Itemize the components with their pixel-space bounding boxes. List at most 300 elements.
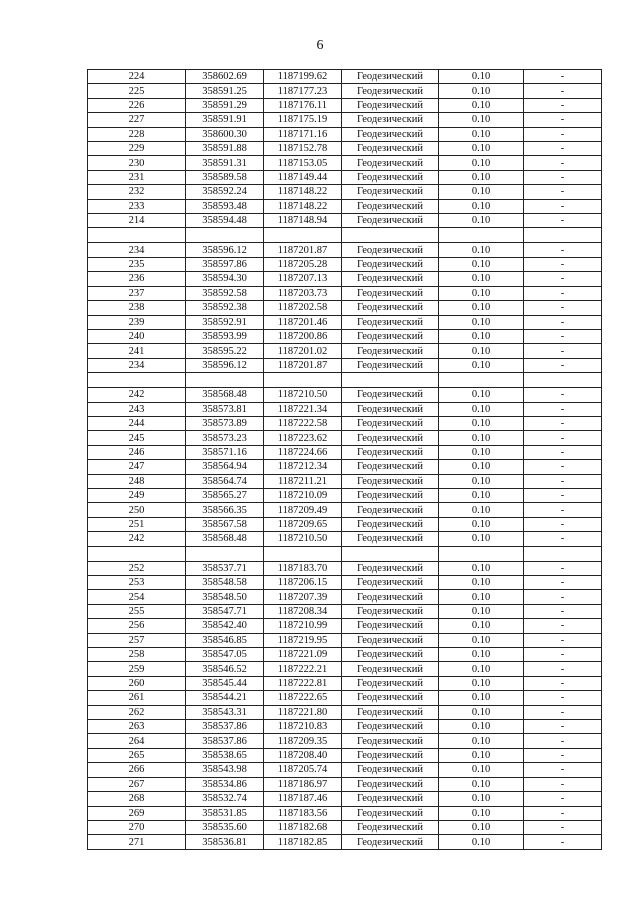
x-coordinate-cell: 358568.48 (186, 388, 264, 402)
x-coordinate-cell: 358531.85 (186, 806, 264, 820)
table-row (88, 185, 602, 199)
accuracy-cell: 0.10 (439, 633, 524, 647)
x-coordinate-cell: 358532.74 (186, 792, 264, 806)
description-cell: - (524, 445, 602, 459)
x-coordinate-cell: 358594.48 (186, 214, 264, 228)
description-cell: - (524, 488, 602, 502)
empty-cell (264, 546, 342, 561)
description-cell: - (524, 142, 602, 156)
y-coordinate-cell: 1187223.62 (264, 431, 342, 445)
y-coordinate-cell: 1187177.23 (264, 84, 342, 98)
y-coordinate-cell: 1187209.49 (264, 503, 342, 517)
table-row (88, 648, 602, 662)
method-cell: Геодезический (342, 676, 439, 690)
description-cell: - (524, 70, 602, 84)
method-cell: Геодезический (342, 156, 439, 170)
description-cell: - (524, 113, 602, 127)
y-coordinate-cell: 1187212.34 (264, 460, 342, 474)
method-cell: Геодезический (342, 315, 439, 329)
table-row (88, 98, 602, 112)
y-coordinate-cell: 1187210.50 (264, 388, 342, 402)
y-coordinate-cell: 1187222.21 (264, 662, 342, 676)
table-row (88, 835, 602, 849)
point-number-cell: 246 (88, 445, 186, 459)
method-cell: Геодезический (342, 70, 439, 84)
point-number-cell: 239 (88, 315, 186, 329)
description-cell: - (524, 170, 602, 184)
method-cell: Геодезический (342, 243, 439, 257)
empty-cell (88, 228, 186, 243)
point-number-cell: 257 (88, 633, 186, 647)
method-cell: Геодезический (342, 257, 439, 271)
method-cell: Геодезический (342, 561, 439, 575)
x-coordinate-cell: 358592.38 (186, 301, 264, 315)
x-coordinate-cell: 358542.40 (186, 619, 264, 633)
accuracy-cell: 0.10 (439, 590, 524, 604)
empty-cell (342, 228, 439, 243)
accuracy-cell: 0.10 (439, 835, 524, 849)
y-coordinate-cell: 1187175.19 (264, 113, 342, 127)
point-number-cell: 247 (88, 460, 186, 474)
table-row (88, 358, 602, 372)
point-number-cell: 269 (88, 806, 186, 820)
description-cell: - (524, 84, 602, 98)
description-cell: - (524, 431, 602, 445)
group-separator-row (88, 546, 602, 561)
method-cell: Геодезический (342, 503, 439, 517)
accuracy-cell: 0.10 (439, 142, 524, 156)
table-row (88, 777, 602, 791)
point-number-cell: 225 (88, 84, 186, 98)
x-coordinate-cell: 358548.58 (186, 576, 264, 590)
point-number-cell: 224 (88, 70, 186, 84)
y-coordinate-cell: 1187152.78 (264, 142, 342, 156)
y-coordinate-cell: 1187208.34 (264, 604, 342, 618)
table-row (88, 561, 602, 575)
table-row (88, 474, 602, 488)
method-cell: Геодезический (342, 358, 439, 372)
y-coordinate-cell: 1187224.66 (264, 445, 342, 459)
point-number-cell: 232 (88, 185, 186, 199)
y-coordinate-cell: 1187205.74 (264, 763, 342, 777)
point-number-cell: 235 (88, 257, 186, 271)
y-coordinate-cell: 1187219.95 (264, 633, 342, 647)
accuracy-cell: 0.10 (439, 517, 524, 531)
accuracy-cell: 0.10 (439, 84, 524, 98)
y-coordinate-cell: 1187182.85 (264, 835, 342, 849)
method-cell: Геодезический (342, 214, 439, 228)
x-coordinate-cell: 358567.58 (186, 517, 264, 531)
table-row (88, 705, 602, 719)
method-cell: Геодезический (342, 619, 439, 633)
accuracy-cell: 0.10 (439, 127, 524, 141)
description-cell: - (524, 503, 602, 517)
table-row (88, 576, 602, 590)
point-number-cell: 265 (88, 748, 186, 762)
description-cell: - (524, 98, 602, 112)
y-coordinate-cell: 1187186.97 (264, 777, 342, 791)
description-cell: - (524, 329, 602, 343)
accuracy-cell: 0.10 (439, 474, 524, 488)
point-number-cell: 238 (88, 301, 186, 315)
table-row (88, 315, 602, 329)
x-coordinate-cell: 358536.81 (186, 835, 264, 849)
table-row (88, 402, 602, 416)
accuracy-cell: 0.10 (439, 329, 524, 343)
accuracy-cell: 0.10 (439, 70, 524, 84)
point-number-cell: 258 (88, 648, 186, 662)
x-coordinate-cell: 358602.69 (186, 70, 264, 84)
table-row (88, 416, 602, 430)
accuracy-cell: 0.10 (439, 315, 524, 329)
method-cell: Геодезический (342, 127, 439, 141)
accuracy-cell: 0.10 (439, 792, 524, 806)
table-row (88, 84, 602, 98)
description-cell: - (524, 835, 602, 849)
description-cell: - (524, 662, 602, 676)
method-cell: Геодезический (342, 431, 439, 445)
y-coordinate-cell: 1187148.22 (264, 199, 342, 213)
y-coordinate-cell: 1187210.83 (264, 720, 342, 734)
x-coordinate-cell: 358544.21 (186, 691, 264, 705)
accuracy-cell: 0.10 (439, 185, 524, 199)
table-row (88, 792, 602, 806)
point-number-cell: 271 (88, 835, 186, 849)
y-coordinate-cell: 1187209.65 (264, 517, 342, 531)
table-row (88, 70, 602, 84)
y-coordinate-cell: 1187210.99 (264, 619, 342, 633)
description-cell: - (524, 792, 602, 806)
method-cell: Геодезический (342, 344, 439, 358)
accuracy-cell: 0.10 (439, 358, 524, 372)
empty-cell (439, 373, 524, 388)
x-coordinate-cell: 358591.88 (186, 142, 264, 156)
x-coordinate-cell: 358546.85 (186, 633, 264, 647)
method-cell: Геодезический (342, 84, 439, 98)
point-number-cell: 214 (88, 214, 186, 228)
point-number-cell: 267 (88, 777, 186, 791)
empty-cell (439, 228, 524, 243)
accuracy-cell: 0.10 (439, 286, 524, 300)
accuracy-cell: 0.10 (439, 98, 524, 112)
accuracy-cell: 0.10 (439, 488, 524, 502)
table-row (88, 445, 602, 459)
accuracy-cell: 0.10 (439, 619, 524, 633)
point-number-cell: 253 (88, 576, 186, 590)
method-cell: Геодезический (342, 488, 439, 502)
point-number-cell: 260 (88, 676, 186, 690)
accuracy-cell: 0.10 (439, 734, 524, 748)
accuracy-cell: 0.10 (439, 388, 524, 402)
x-coordinate-cell: 358538.65 (186, 748, 264, 762)
y-coordinate-cell: 1187207.39 (264, 590, 342, 604)
description-cell: - (524, 286, 602, 300)
table-row (88, 199, 602, 213)
accuracy-cell: 0.10 (439, 301, 524, 315)
table-row (88, 301, 602, 315)
y-coordinate-cell: 1187200.86 (264, 329, 342, 343)
point-number-cell: 268 (88, 792, 186, 806)
description-cell: - (524, 185, 602, 199)
x-coordinate-cell: 358573.81 (186, 402, 264, 416)
y-coordinate-cell: 1187208.40 (264, 748, 342, 762)
x-coordinate-cell: 358592.58 (186, 286, 264, 300)
point-number-cell: 227 (88, 113, 186, 127)
x-coordinate-cell: 358596.12 (186, 243, 264, 257)
x-coordinate-cell: 358594.30 (186, 272, 264, 286)
method-cell: Геодезический (342, 98, 439, 112)
x-coordinate-cell: 358537.86 (186, 734, 264, 748)
point-number-cell: 256 (88, 619, 186, 633)
y-coordinate-cell: 1187153.05 (264, 156, 342, 170)
accuracy-cell: 0.10 (439, 705, 524, 719)
point-number-cell: 229 (88, 142, 186, 156)
accuracy-cell: 0.10 (439, 416, 524, 430)
accuracy-cell: 0.10 (439, 763, 524, 777)
accuracy-cell: 0.10 (439, 676, 524, 690)
x-coordinate-cell: 358537.71 (186, 561, 264, 575)
empty-cell (186, 228, 264, 243)
description-cell: - (524, 127, 602, 141)
table-row (88, 170, 602, 184)
table-row (88, 662, 602, 676)
accuracy-cell: 0.10 (439, 431, 524, 445)
description-cell: - (524, 402, 602, 416)
method-cell: Геодезический (342, 329, 439, 343)
point-number-cell: 248 (88, 474, 186, 488)
table-row (88, 748, 602, 762)
table-row (88, 460, 602, 474)
description-cell: - (524, 576, 602, 590)
method-cell: Геодезический (342, 416, 439, 430)
description-cell: - (524, 604, 602, 618)
accuracy-cell: 0.10 (439, 272, 524, 286)
accuracy-cell: 0.10 (439, 820, 524, 834)
accuracy-cell: 0.10 (439, 576, 524, 590)
empty-cell (186, 546, 264, 561)
y-coordinate-cell: 1187203.73 (264, 286, 342, 300)
description-cell: - (524, 720, 602, 734)
x-coordinate-cell: 358537.86 (186, 720, 264, 734)
point-number-cell: 259 (88, 662, 186, 676)
y-coordinate-cell: 1187202.58 (264, 301, 342, 315)
point-number-cell: 245 (88, 431, 186, 445)
x-coordinate-cell: 358543.31 (186, 705, 264, 719)
table-row (88, 431, 602, 445)
y-coordinate-cell: 1187201.87 (264, 243, 342, 257)
accuracy-cell: 0.10 (439, 257, 524, 271)
accuracy-cell: 0.10 (439, 806, 524, 820)
y-coordinate-cell: 1187221.34 (264, 402, 342, 416)
y-coordinate-cell: 1187222.58 (264, 416, 342, 430)
method-cell: Геодезический (342, 763, 439, 777)
point-number-cell: 236 (88, 272, 186, 286)
empty-cell (88, 546, 186, 561)
table-row (88, 532, 602, 546)
empty-cell (186, 373, 264, 388)
y-coordinate-cell: 1187201.46 (264, 315, 342, 329)
method-cell: Геодезический (342, 576, 439, 590)
description-cell: - (524, 648, 602, 662)
x-coordinate-cell: 358546.52 (186, 662, 264, 676)
description-cell: - (524, 358, 602, 372)
accuracy-cell: 0.10 (439, 243, 524, 257)
table-row (88, 763, 602, 777)
x-coordinate-cell: 358592.24 (186, 185, 264, 199)
method-cell: Геодезический (342, 705, 439, 719)
method-cell: Геодезический (342, 142, 439, 156)
description-cell: - (524, 734, 602, 748)
description-cell: - (524, 777, 602, 791)
point-number-cell: 249 (88, 488, 186, 502)
table-row (88, 820, 602, 834)
empty-cell (342, 546, 439, 561)
method-cell: Геодезический (342, 517, 439, 531)
accuracy-cell: 0.10 (439, 402, 524, 416)
method-cell: Геодезический (342, 835, 439, 849)
method-cell: Геодезический (342, 301, 439, 315)
empty-cell (524, 546, 602, 561)
method-cell: Геодезический (342, 604, 439, 618)
point-number-cell: 233 (88, 199, 186, 213)
empty-cell (439, 546, 524, 561)
description-cell: - (524, 619, 602, 633)
point-number-cell: 255 (88, 604, 186, 618)
method-cell: Геодезический (342, 113, 439, 127)
description-cell: - (524, 633, 602, 647)
method-cell: Геодезический (342, 820, 439, 834)
accuracy-cell: 0.10 (439, 648, 524, 662)
method-cell: Геодезический (342, 633, 439, 647)
description-cell: - (524, 243, 602, 257)
method-cell: Геодезический (342, 720, 439, 734)
x-coordinate-cell: 358591.91 (186, 113, 264, 127)
description-cell: - (524, 388, 602, 402)
accuracy-cell: 0.10 (439, 748, 524, 762)
method-cell: Геодезический (342, 648, 439, 662)
accuracy-cell: 0.10 (439, 532, 524, 546)
point-number-cell: 234 (88, 358, 186, 372)
accuracy-cell: 0.10 (439, 503, 524, 517)
point-number-cell: 240 (88, 329, 186, 343)
x-coordinate-cell: 358596.12 (186, 358, 264, 372)
group-separator-row (88, 228, 602, 243)
page-number: 6 (316, 38, 324, 53)
table-row (88, 388, 602, 402)
point-number-cell: 266 (88, 763, 186, 777)
description-cell: - (524, 676, 602, 690)
x-coordinate-cell: 358600.30 (186, 127, 264, 141)
description-cell: - (524, 705, 602, 719)
method-cell: Геодезический (342, 734, 439, 748)
description-cell: - (524, 474, 602, 488)
x-coordinate-cell: 358591.31 (186, 156, 264, 170)
x-coordinate-cell: 358591.29 (186, 98, 264, 112)
y-coordinate-cell: 1187206.15 (264, 576, 342, 590)
x-coordinate-cell: 358571.16 (186, 445, 264, 459)
method-cell: Геодезический (342, 388, 439, 402)
coordinates-table-body (88, 70, 602, 850)
y-coordinate-cell: 1187187.46 (264, 792, 342, 806)
description-cell: - (524, 344, 602, 358)
accuracy-cell: 0.10 (439, 344, 524, 358)
table-row (88, 156, 602, 170)
table-row (88, 633, 602, 647)
method-cell: Геодезический (342, 170, 439, 184)
accuracy-cell: 0.10 (439, 156, 524, 170)
empty-cell (342, 373, 439, 388)
point-number-cell: 251 (88, 517, 186, 531)
description-cell: - (524, 691, 602, 705)
description-cell: - (524, 416, 602, 430)
group-separator-row (88, 373, 602, 388)
point-number-cell: 242 (88, 388, 186, 402)
point-number-cell: 237 (88, 286, 186, 300)
y-coordinate-cell: 1187221.80 (264, 705, 342, 719)
empty-cell (88, 373, 186, 388)
y-coordinate-cell: 1187221.09 (264, 648, 342, 662)
table-row (88, 113, 602, 127)
x-coordinate-cell: 358595.22 (186, 344, 264, 358)
y-coordinate-cell: 1187171.16 (264, 127, 342, 141)
description-cell: - (524, 156, 602, 170)
point-number-cell: 234 (88, 243, 186, 257)
description-cell: - (524, 301, 602, 315)
description-cell: - (524, 214, 602, 228)
x-coordinate-cell: 358543.98 (186, 763, 264, 777)
accuracy-cell: 0.10 (439, 691, 524, 705)
table-row (88, 517, 602, 531)
table-row (88, 488, 602, 502)
y-coordinate-cell: 1187210.50 (264, 532, 342, 546)
description-cell: - (524, 532, 602, 546)
description-cell: - (524, 561, 602, 575)
table-row (88, 257, 602, 271)
method-cell: Геодезический (342, 460, 439, 474)
table-row (88, 142, 602, 156)
point-number-cell: 263 (88, 720, 186, 734)
x-coordinate-cell: 358573.23 (186, 431, 264, 445)
x-coordinate-cell: 358534.86 (186, 777, 264, 791)
method-cell: Геодезический (342, 691, 439, 705)
table-row (88, 272, 602, 286)
point-number-cell: 262 (88, 705, 186, 719)
x-coordinate-cell: 358565.27 (186, 488, 264, 502)
x-coordinate-cell: 358564.94 (186, 460, 264, 474)
method-cell: Геодезический (342, 777, 439, 791)
x-coordinate-cell: 358545.44 (186, 676, 264, 690)
y-coordinate-cell: 1187183.56 (264, 806, 342, 820)
table-row (88, 720, 602, 734)
accuracy-cell: 0.10 (439, 662, 524, 676)
point-number-cell: 226 (88, 98, 186, 112)
y-coordinate-cell: 1187183.70 (264, 561, 342, 575)
y-coordinate-cell: 1187201.02 (264, 344, 342, 358)
point-number-cell: 254 (88, 590, 186, 604)
y-coordinate-cell: 1187148.22 (264, 185, 342, 199)
x-coordinate-cell: 358589.58 (186, 170, 264, 184)
table-row (88, 590, 602, 604)
description-cell: - (524, 763, 602, 777)
accuracy-cell: 0.10 (439, 113, 524, 127)
method-cell: Геодезический (342, 445, 439, 459)
table-row (88, 676, 602, 690)
x-coordinate-cell: 358566.35 (186, 503, 264, 517)
x-coordinate-cell: 358535.60 (186, 820, 264, 834)
x-coordinate-cell: 358573.89 (186, 416, 264, 430)
x-coordinate-cell: 358564.74 (186, 474, 264, 488)
point-number-cell: 270 (88, 820, 186, 834)
